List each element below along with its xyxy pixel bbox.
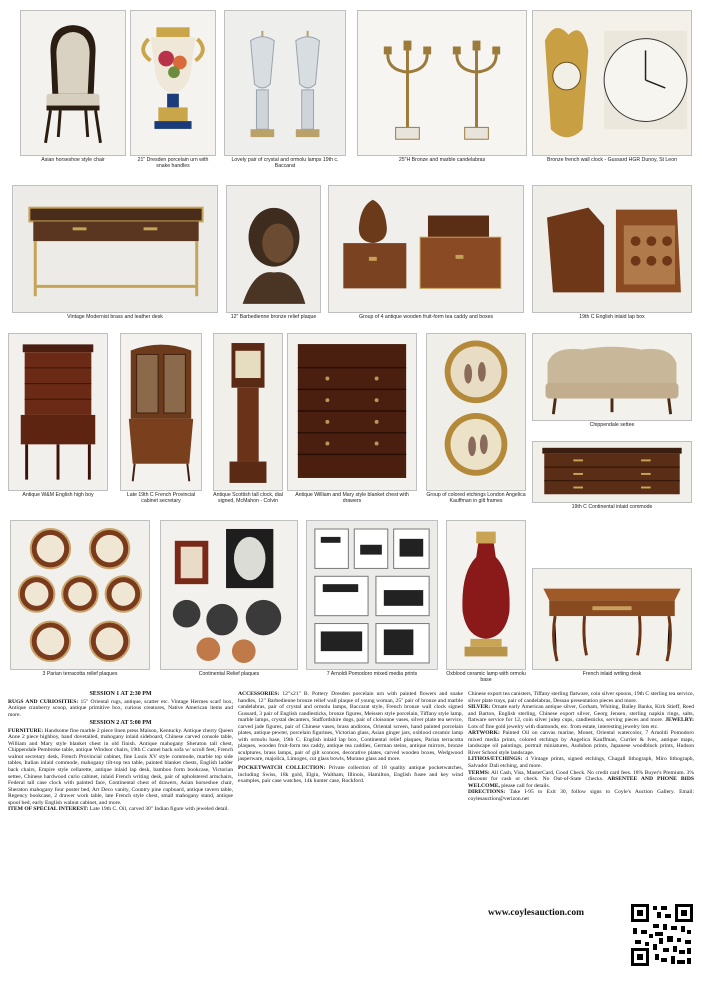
lot-photo[interactable] — [10, 520, 150, 670]
lot-caption: Asian horseshoe style chair — [41, 157, 105, 163]
pocketwatch-paragraph — [238, 765, 463, 785]
lot-photo[interactable] — [426, 333, 526, 491]
lot-photo[interactable] — [12, 185, 218, 313]
artwork-lead: ARTWORK: — [468, 730, 500, 737]
lamps-image — [225, 11, 345, 155]
directions-body: Take I-95 to Exit 30, follow signs to Coyle's Auction Gallery. Email: coylesauction@verizon.net — [468, 789, 694, 802]
terms-body: All Cash, Visa, MasterCard, Good Check. No credit card fees. 18% Buyer's Premium. 3% discount for cash or check. No Out-of-State Checks. — [468, 769, 694, 783]
lot-candelabras[interactable] — [357, 10, 527, 168]
lot-caption: 25"H Bronze and marble candelabras — [398, 157, 486, 163]
lot-caption: French inlaid writing desk — [582, 671, 642, 677]
lot-caption: Bronze french wall clock - Gussard HGR Dunoy, St Leon — [547, 157, 677, 163]
lot-photo[interactable] — [287, 333, 417, 491]
lot-blanket-chest[interactable] — [287, 333, 417, 505]
artwork-paragraph — [468, 730, 694, 756]
absentee-lead: ABSENTEE AND PHONE BIDS WELCOME, — [468, 776, 694, 789]
accessories-body: 12"x21" B. Pottery Dresden porcelain urn with painted flowers and snake handles, 12" Barbedienne bronze relief wall plaque of young woman, 25" pair of bronze and marble candelabras, pair of crystal and ormolu lamps, Baccarat style, French bronze wall clock signed Gussard, 3 pair of English candlesticks, bronze figures, Meissen style porcelain, Tiffany style lamp, marble lamps, crystal decanters, Staffordshire dogs, pair of cloisonne vases, silver plate tea service, carved jade figures, pair of Chinese vases, brass andirons, Oriental screen, hand painted porcelain plates, antique pewter, porcelain figurines, Victorian glass, Asian ginger jars, oxblood ceramic lamp with ormolu base, 19th C. English inlaid lap box, Continental relief plaques, Parian terracotta plaques, wooden fruit-form tea caddy, antique tea caddies, German steins, antique mirrors, bronze sculptures, brass lamps, pair of gilt sconces, decorative plates, carved wooden boxes, Wedgwood jasperware, majolica, Limoges, cut glass bowls, Murano glass and more. — [238, 691, 463, 763]
lithos-body: 4 Vintage prints, signed etchings, Chagall lithograph, Miro lithograph, Salvador Dali etching, and more. — [468, 756, 694, 770]
terms-lead: TERMS: — [468, 769, 490, 776]
lot-dresden-urn[interactable] — [130, 10, 216, 168]
jewelry-body: Lots of fine gold jewelry with diamonds, etc. from estate, interesting jewelry lots etc. — [468, 723, 659, 730]
lot-photo[interactable] — [532, 441, 692, 503]
highboy-image — [9, 334, 107, 490]
commode-image — [533, 442, 691, 502]
accessories-paragraph — [238, 691, 463, 763]
lot-photo[interactable] — [213, 333, 283, 491]
lot-caption: Antique William and Mary style blanket chest with drawers — [295, 492, 409, 504]
secretary-image — [121, 334, 201, 490]
lot-caption: Antique Scottish tall clock, dial signed, McMahon - Colvin — [213, 492, 283, 504]
lot-caption: 21" Dresden porcelain urn with snake handles — [137, 157, 209, 169]
lot-photo[interactable] — [532, 333, 692, 421]
lot-caption: 19th C English inlaid lap box — [579, 314, 645, 320]
special-interest-body: Late 19th C. Oil, carved 30" Indian figure with jeweled detail. — [89, 806, 229, 813]
artwork-body: Painted Oil on canvas marine, Monet, Oriental watercolor, 7 Arnoldi Pomodoro mixed media prints, colored etchings by Angelica Kauffman, Currier & Ives, antique maps, landscape oil paintings, portrait miniatures, Audubon prints, Japanese woodblock prints, Hudson River School style landscape. — [468, 730, 694, 756]
lot-etchings[interactable] — [426, 333, 526, 505]
pocketwatch-lead: POCKETWATCH COLLECTION: — [238, 765, 326, 772]
desk-image — [13, 186, 217, 312]
lot-highboy[interactable] — [8, 333, 108, 505]
lot-wall-clock[interactable] — [532, 10, 692, 168]
directions-lead: DIRECTIONS: — [468, 789, 506, 796]
writingdesk-image — [533, 569, 691, 669]
special-interest-lead: ITEM OF SPECIAL INTEREST: — [8, 806, 89, 813]
chair-image — [21, 11, 125, 155]
lot-french-secretary[interactable] — [120, 333, 202, 505]
lot-photo[interactable] — [532, 568, 692, 670]
lot-modernist-desk[interactable] — [12, 185, 218, 327]
lot-photo[interactable] — [8, 333, 108, 491]
qr-code[interactable] — [629, 902, 695, 968]
lot-parian-plaques[interactable] — [10, 520, 150, 684]
lot-lap-box[interactable] — [532, 185, 692, 327]
furniture-lead: FURNITURE: — [8, 727, 44, 734]
candelabras-image — [358, 11, 526, 155]
directions-paragraph — [468, 789, 694, 802]
lot-caption: Antique W&M English high boy — [22, 492, 94, 498]
lot-oxblood-lamp[interactable] — [446, 520, 526, 692]
lot-tall-clock[interactable] — [213, 333, 283, 505]
lot-continental-commode[interactable] — [532, 441, 692, 513]
lot-caption: Group of colored etchings London Angelica Kauffman in gilt frames — [426, 492, 526, 504]
lot-caption: 7 Arnoldi Pomodoro mixed media prints — [326, 671, 418, 677]
lot-caption: Vintage Modernist brass and leather desk — [67, 314, 163, 320]
relief-image — [161, 521, 297, 669]
lot-caption: Group of 4 antique wooden fruit-form tea caddy and boxes — [358, 314, 494, 320]
lot-caption: 19th C Continental inlaid commode — [571, 504, 653, 510]
lot-photo[interactable] — [20, 10, 126, 156]
silver-paragraph — [468, 704, 694, 730]
rugs-body: 15" Oriental rugs, antique, scatter etc. Vintage Hermes scarf box, Antique cranberry scoop, antique primitive box, curious creatures, Native American items and more. — [8, 698, 233, 718]
lot-bronze-plaque[interactable] — [226, 185, 321, 327]
silver-lead: SILVER: — [468, 704, 491, 711]
column-details — [468, 691, 694, 899]
lot-caption: 12" Barbedienne bronze relief plaque — [230, 314, 317, 320]
chinese-export-paragraph: Chinese export tea canisters, Tiffany sterling flatware, coin silver spoons, 19th C sterling tea service, silver plate trays, pair of candelabras, Dessau presentation pieces and more. — [468, 691, 694, 704]
lot-photo[interactable] — [532, 185, 692, 313]
lot-caption: Lovely pair of crystal and ormolu lamps 19th c. Baccarat — [231, 157, 339, 169]
terms-paragraph — [468, 770, 694, 790]
lot-caption: 3 Parian terracotta relief plaques — [42, 671, 118, 677]
website-link[interactable]: www.coylesauction.com — [488, 908, 585, 918]
silver-body: Ornate early American antique silver, Gorham, Whiting, Bailey Banks, Kirk Stieff, Reed and Barton, English sterling, Chinese export silver, Georg Jensen, sterling napkin rings, salts, flatware service for 12, coin silver julep cups, candlesticks, serving pieces and more. — [468, 704, 694, 724]
lot-crystal-lamps[interactable] — [224, 10, 346, 168]
lot-caption: Continental Relief plaques — [198, 671, 260, 677]
lot-tea-caddies[interactable] — [328, 185, 524, 327]
prints-image — [307, 521, 437, 669]
chest-image — [288, 334, 416, 490]
clock-image — [533, 11, 691, 155]
lot-photo[interactable] — [226, 185, 321, 313]
caddies-image — [329, 186, 523, 312]
lot-pomodoro-prints[interactable] — [306, 520, 438, 684]
tallclock-image — [214, 334, 282, 490]
parian-image — [11, 521, 149, 669]
plaque-image — [227, 186, 320, 312]
oxblood-image — [447, 521, 525, 669]
lithos-lead: LITHOS/ETCHINGS: — [468, 756, 523, 763]
column-sessions — [8, 691, 233, 987]
lot-photo[interactable] — [120, 333, 202, 491]
lot-photo[interactable] — [446, 520, 526, 670]
lot-caption: Late 19th C French Provincial cabinet secretary — [126, 492, 196, 504]
lot-caption: Oxblood ceramic lamp with ormolu base — [446, 671, 526, 683]
lot-photo[interactable] — [306, 520, 438, 670]
lot-caption: Chippendale settee — [589, 422, 635, 428]
lot-photo[interactable] — [130, 10, 216, 156]
absentee-body: please call for details. — [501, 782, 551, 789]
special-interest-paragraph — [8, 806, 233, 813]
rugs-lead: RUGS AND CURIOSITIES: — [8, 698, 79, 705]
lot-chippendale-settee[interactable] — [532, 333, 692, 433]
lapbox-image — [533, 186, 691, 312]
lot-photo[interactable] — [328, 185, 524, 313]
lot-relief-plaques[interactable] — [160, 520, 298, 684]
furniture-paragraph — [8, 728, 233, 807]
lot-french-writing-desk[interactable] — [532, 568, 692, 684]
qr-code-icon — [629, 902, 695, 968]
lot-photo[interactable] — [224, 10, 346, 156]
furniture-body: Handsome fine marble 2 piece linen press Maison, Kentucky. Antique cherry Queen Anne 2 piece highboy, hand dovetailed, mahogany inlaid sideboard, Chinese carved console table, William and Mary style blanket chest in old finish. Antique mahogany Sheraton tall chest, Chippendale Pembroke table, antique Windsor chairs, 19th C camel back sofa w/ scroll feet, French walnut secretary desk, French Provincial cabinet, fine Louis XV style commode, marble top side tables, Italian inlaid commode, mahogany tilt-top tea table, painted blanket chests, English ladder back chairs, Empire style cellarette, antique inlaid lap desk, bamboo form bookcase, Victorian settee, Chinese hardwood curio cabinet, inlaid French writing desk, pair of upholstered armchairs, Federal tall case clock with painted face, Continental chest of drawers, Asian horseshoe chair, Sheraton mahogany four poster bed, Art Deco vanity, Country pine cupboard, antique tavern table, Regency bookcase, 2 drawer work table, late French style chest, small mahogany stand, antique spool bed, early English walnut cabinet, and more. — [8, 727, 233, 806]
lot-photo[interactable] — [160, 520, 298, 670]
lot-photo[interactable] — [357, 10, 527, 156]
settee-image — [533, 334, 691, 420]
rugs-paragraph — [8, 699, 233, 719]
lithos-paragraph — [468, 756, 694, 769]
lot-asian-chair[interactable] — [20, 10, 126, 168]
lot-photo[interactable] — [532, 10, 692, 156]
session-1-heading: SESSION 1 AT 2:30 PM — [89, 691, 152, 697]
pocketwatch-body: Private collection of 18 quality antique pocketwatches, including Swiss, 18k gold, Elgin, Waltham, Illinois, Hamilton, English fusee and key wind examples, pair case watches, 14k hunter case, Rockford. — [238, 765, 463, 785]
column-accessories — [238, 691, 463, 987]
session-2-heading: SESSION 2 AT 5:00 PM — [89, 720, 152, 727]
jewelry-lead: JEWELRY: — [665, 717, 694, 724]
etchings-image — [427, 334, 525, 490]
accessories-lead: ACCESSORIES: — [238, 691, 280, 697]
urn-image — [131, 11, 215, 155]
